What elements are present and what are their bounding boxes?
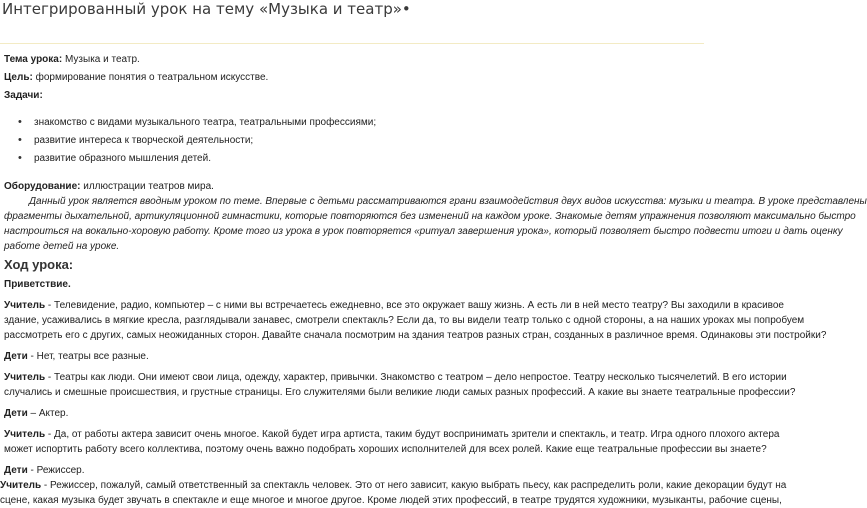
speaker: Учитель <box>4 372 46 383</box>
dialogue-block <box>0 478 787 508</box>
dialogue-block <box>4 298 827 343</box>
speaker: Дети <box>4 351 28 362</box>
dialogue-text: сцене, какая музыка будет звучать в спектакле и еще многое и многое другое. Кроме людей этих профессий, в театре трудятся художники, музыканты, рабочие сцены, <box>0 495 782 506</box>
dialogue-block <box>4 463 700 478</box>
dialogue-line <box>4 427 780 442</box>
dialogue-block <box>4 370 796 400</box>
speaker: Учитель <box>4 429 46 440</box>
speaker: Учитель <box>4 300 46 311</box>
page-title: Интегрированный урок на тему «Музыка и театр»• <box>2 0 411 18</box>
dialogue-text: - Режиссер. <box>27 465 85 476</box>
dialogue-text: здание, усаживались в мягкие кресла, разглядывали занавес, смотрели спектакль? Если да, то вы видели театр только с одной стороны, а на наших уроках мы попробуем <box>4 315 805 326</box>
dialogue-text: - Да, от работы актера зависит очень многое. Какой будет игра артиста, таким будут воспринимать зрители и спектакль, и театр. Игра одного плохого актера <box>45 429 780 440</box>
dialogue-block <box>4 349 700 364</box>
dialogue-line <box>4 370 787 385</box>
dialogue-block <box>4 406 700 421</box>
dialogue-text: - Режиссер, пожалуй, самый ответственный за спектакль человек. Это от него зависит, какую выбрать пьесу, как распределить роли, какие декорации будут на <box>41 480 787 491</box>
dialogue-line <box>4 298 784 313</box>
dialogue-line <box>4 463 700 478</box>
task-item: • знакомство с видами музыкального театра, театральными профессиями; <box>4 115 700 130</box>
topic-value: Музыка и театр. <box>62 54 140 65</box>
dialogue-line <box>0 478 787 493</box>
dialogue-text: рассмотреть его с других, самых неожиданных сторон. Давайте сначала посмотрим на здания театров разных стран, созданных в различное время. Одинаковы эти постройки? <box>4 330 827 341</box>
equipment-label: Оборудование: <box>4 181 81 192</box>
topic-label: Тема урока: <box>4 54 63 65</box>
goal-value: формирование понятия о театральном искусстве. <box>32 72 269 83</box>
dialogue-text: - Телевидение, радио, компьютер – с ними вы встречаетесь ежедневно, все это окружает вашу жизнь. А есть ли в ней место театру? Вы заходили в красивое <box>45 300 784 311</box>
speaker: Дети <box>4 408 28 419</box>
intro-line: Данный урок является вводным уроком по теме. Впервые с детьми рассматриваются грани взаимодействия двух видов искусства: музыки и театра. В уроке представлены <box>4 196 867 207</box>
speaker: Дети <box>4 465 28 476</box>
equipment-value: иллюстрации театров мира. <box>80 181 214 192</box>
dialogue-line <box>4 349 700 364</box>
greeting-heading: Приветствие. <box>4 279 71 290</box>
dialogue-text: может испортить работу всего коллектива, поэтому очень важно подобрать хороших исполнителей для всех ролей. Какие еще театральные профессии вы знаете? <box>4 444 767 455</box>
tasks-label: Задачи: <box>4 90 43 101</box>
equipment-line <box>4 179 700 194</box>
task-item: • развитие интереса к творческой деятельности; <box>4 133 700 148</box>
goal-label: Цель: <box>4 72 33 83</box>
dialogue-text: - Театры как люди. Они имеют свои лица, одежду, характер, привычки. Знакомство с театром – дело непростое. Театру несколько тысячелетий. В его истории <box>45 372 787 383</box>
page-header <box>0 0 704 44</box>
dialogue-line <box>4 406 700 421</box>
progress-heading: Ход урока: <box>4 257 74 272</box>
dialogue-text: случались и смешные происшествия, и грустные страницы. Его служителями были великие люди самых разных профессий. А какие вы знаете театральные профессии? <box>4 387 796 398</box>
intro-line: настроиться на вокально-хоровую работу. Кроме того из урока в урок повторяется «ритуал завершения урока», который позволяет быстро подвести итоги и дать оценку <box>4 226 843 237</box>
lesson-content <box>0 52 867 508</box>
intro-line: работе детей на уроке. <box>4 241 120 252</box>
intro-paragraph <box>4 194 867 254</box>
goal-line <box>4 70 700 85</box>
intro-line: фрагменты дыхательной, артикуляционной гимнастики, которые повторяются без изменений на каждом уроке. Знакомые детям упражнения позволяют максимально быстро <box>4 211 856 222</box>
dialogue-block <box>4 427 780 457</box>
speaker: Учитель <box>0 480 42 491</box>
header-divider <box>0 43 704 44</box>
dialogue-text: – Актер. <box>27 408 69 419</box>
task-item: • развитие образного мышления детей. <box>4 151 700 166</box>
tasks-list <box>4 115 700 166</box>
dialogue-text: - Нет, театры все разные. <box>27 351 149 362</box>
topic-line <box>4 52 700 67</box>
